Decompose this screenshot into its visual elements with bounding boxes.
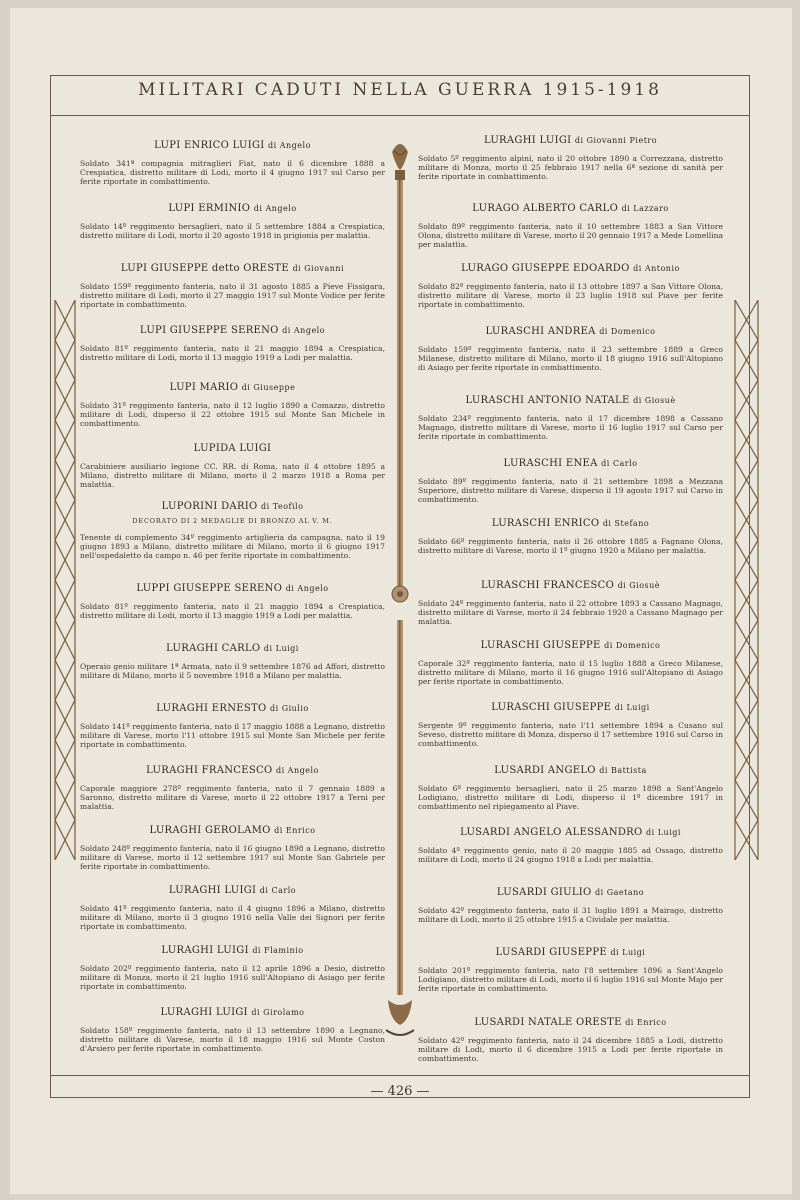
page-number: — 426 — bbox=[370, 1084, 430, 1099]
list-item bbox=[418, 458, 723, 504]
list-item bbox=[80, 643, 385, 680]
list-item bbox=[418, 580, 723, 626]
entry-surname: LUSARDI NATALE ORESTE bbox=[474, 1017, 622, 1028]
list-item bbox=[80, 825, 385, 871]
entry-text: Soldato 159º reggimento fanteria, nato il 23 settembre 1889 a Greco Milanese, distretto militare di Milano, morto il 18 giugno 1916 sull'Altopiano di Asiago per ferite riportate in combattimento. bbox=[418, 345, 723, 372]
entry-text: Caporale maggiore 278º reggimento fanteria, nato il 7 gennaio 1889 a Saronno, distretto militare di Varese, morto il 22 ottobre 1917 a Terni per malattia. bbox=[80, 784, 385, 811]
entry-text: Soldato 81º reggimento fanteria, nato il 21 maggio 1894 a Crespiatica, distretto militare di Lodi, morto il 13 maggio 1919 a Lodi per malattia. bbox=[80, 344, 385, 362]
entry-parent: di Carlo bbox=[259, 886, 297, 895]
list-item bbox=[418, 702, 723, 748]
list-item bbox=[80, 583, 385, 620]
entry-parent: di Flaminio bbox=[252, 946, 304, 955]
entry-name bbox=[80, 703, 385, 714]
entry-name bbox=[80, 325, 385, 336]
entry-text: Soldato 159º reggimento fanteria, nato il 31 agosto 1885 a Pieve Fissigara, distretto militare di Lodi, morto il 27 maggio 1917 sul Monte Vodice per ferite riportate in combattimento. bbox=[80, 282, 385, 309]
entry-parent: di Enrico bbox=[274, 826, 316, 835]
entry-text: Soldato 31º reggimento fanteria, nato il 12 luglio 1890 a Comazzo, distretto militare di Lodi, disperso il 22 ottobre 1915 sul Monte San Michele in combattimento. bbox=[80, 401, 385, 428]
entry-name bbox=[418, 887, 723, 898]
entry-text: Soldato 66º reggimento fanteria, nato il 26 ottobre 1885 a Fagnano Olona, distretto militare di Varese, morto il 1º giugno 1920 a Milano per malattia. bbox=[418, 537, 723, 555]
entry-parent: di Angelo bbox=[253, 204, 297, 213]
entry-parent: di Antonio bbox=[633, 264, 680, 273]
entry-parent: di Giovanni Pietro bbox=[574, 136, 658, 145]
entry-name bbox=[418, 518, 723, 529]
entry-text: Soldato 202º reggimento fanteria, nato il 12 aprile 1896 a Desio, distretto militare di Monza, morto il 21 luglio 1916 sull'Altopiano di Asiago per ferite riportate in combattimento. bbox=[80, 964, 385, 991]
list-item bbox=[418, 947, 723, 993]
entry-text: Soldato 89º reggimento fanteria, nato il 21 settembre 1898 a Mezzana Superiore, distretto militare di Varese, disperso il 19 agosto 1917 sul Carso in combattimento. bbox=[418, 477, 723, 504]
entry-surname: LUSARDI ANGELO bbox=[494, 765, 596, 776]
entry-text: Soldato 5º reggimento alpini, nato il 20 ottobre 1890 a Correzzana, distretto militare di Monza, morto il 25 febbraio 1917 nella 6ª sezione di sanità per ferite riportate in combattimento. bbox=[418, 154, 723, 181]
entry-decoration: DECORATO DI 2 MEDAGLIE DI BRONZO AL V. M. bbox=[132, 517, 333, 525]
entry-parent: di Enrico bbox=[625, 1018, 667, 1027]
list-item bbox=[80, 325, 385, 362]
entry-name bbox=[80, 765, 385, 776]
entry-name bbox=[418, 326, 723, 337]
entry-text: Soldato 248º reggimento fanteria, nato il 16 giugno 1898 a Legnano, distretto militare di Varese, morto il 12 settembre 1917 sul Monte San Gabriele per ferite riportate in combattimento. bbox=[80, 844, 385, 871]
entry-surname: LURAGHI LUIGI bbox=[168, 885, 257, 896]
entry-parent: di Giovanni bbox=[292, 264, 345, 273]
entry-text: Soldato 41º reggimento fanteria, nato il 4 giugno 1896 a Milano, distretto militare di Milano, morto il 3 giugno 1916 nella Valle dei Signori per ferite riportate in combattimento. bbox=[80, 904, 385, 931]
entry-text: Sergente 9º reggimento fanteria, nato l'11 settembre 1894 a Cusano sul Seveso, distretto militare di Monza, disperso il 17 settembre 1916 sul Carso in combattimento. bbox=[418, 721, 723, 748]
list-item bbox=[80, 885, 385, 931]
entry-text: Soldato 14º reggimento bersaglieri, nato il 5 settembre 1884 a Crespiatica, distretto militare di Lodi, morto il 20 agosto 1918 in prigionia per malattia. bbox=[80, 222, 385, 240]
entry-text: Soldato 82º reggimento fanteria, nato il 13 ottobre 1897 a San Vittore Olona, distretto militare di Varese, morto il 23 luglio 1918 sul Piave per ferite riportate in combattimento. bbox=[418, 282, 723, 309]
entry-name bbox=[80, 643, 385, 654]
entry-text: Soldato 341ª compagnia mitraglieri Fiat, nato il 6 dicembre 1888 a Crespiatica, distretto militare di Lodi, morto il 4 giugno 1917 sul Carso per ferite riportate in combattimento. bbox=[80, 159, 385, 186]
entry-name bbox=[418, 263, 723, 274]
entry-parent: di Gaetano bbox=[595, 888, 645, 897]
entry-surname: LUPI ERMINIO bbox=[168, 203, 251, 214]
entry-name bbox=[80, 583, 385, 594]
list-item bbox=[80, 203, 385, 240]
entry-surname: LURASCHI ANTONIO NATALE bbox=[465, 395, 630, 406]
entry-parent: di Battista bbox=[599, 766, 647, 775]
entry-parent: di Domenico bbox=[599, 327, 656, 336]
entry-surname: LUPI GIUSEPPE SERENO bbox=[139, 325, 279, 336]
entry-text: Soldato 158º reggimento fanteria, nato il 13 settembre 1890 a Legnano, distretto militare di Varese, morto il 18 maggio 1916 sul Monte Coston d'Arsiero per ferite riportate in combattimento. bbox=[80, 1026, 385, 1053]
list-item bbox=[418, 1017, 723, 1063]
entry-text: Soldato 234º reggimento fanteria, nato il 17 dicembre 1898 a Cassano Magnago, distretto militare di Varese, morto il 16 luglio 1917 sul Carso per ferite riportate in combattimento. bbox=[418, 414, 723, 441]
list-item bbox=[80, 382, 385, 428]
entry-parent: di Luigi bbox=[614, 703, 650, 712]
list-item bbox=[418, 518, 723, 555]
entry-surname: LURAGHI FRANCESCO bbox=[146, 765, 273, 776]
entry-parent: di Girolamo bbox=[251, 1008, 305, 1017]
entry-surname: LURASCHI GIUSEPPE bbox=[480, 640, 601, 651]
list-item bbox=[80, 501, 385, 560]
entry-name bbox=[80, 140, 385, 151]
list-item bbox=[80, 443, 385, 489]
entry-name bbox=[418, 827, 723, 838]
entry-surname: LUPPI GIUSEPPE SERENO bbox=[136, 583, 283, 594]
entry-text: Soldato 42º reggimento fanteria, nato il 31 luglio 1891 a Mairago, distretto militare di Lodi, morto il 25 ottobre 1915 a Cividale per malattia. bbox=[418, 906, 723, 924]
entry-surname: LURAGHI LUIGI bbox=[161, 945, 249, 956]
entry-parent: di Angelo bbox=[275, 766, 319, 775]
entry-name bbox=[80, 825, 385, 836]
entry-parent: di Giosuè bbox=[633, 396, 676, 405]
entry-surname: LURAGHI CARLO bbox=[166, 643, 261, 654]
list-item bbox=[418, 203, 723, 249]
entry-name bbox=[80, 1007, 385, 1018]
list-item bbox=[418, 765, 723, 811]
entry-text: Soldato 6º reggimento bersaglieri, nato il 25 marzo 1898 a Sant'Angelo Lodigiano, distretto militare di Lodi, disperso il 1º dicembre 1917 in combattimento nel ripiegamento al Piave. bbox=[418, 784, 723, 811]
entry-name bbox=[418, 580, 723, 591]
entry-surname: LURASCHI ENEA bbox=[503, 458, 598, 469]
entry-text: Soldato 81º reggimento fanteria, nato il 21 maggio 1894 a Crespiatica, distretto militare di Lodi, morto il 13 maggio 1919 a Lodi per malattia. bbox=[80, 602, 385, 620]
entry-name bbox=[80, 203, 385, 214]
entry-text: Operaio genio militare 1ª Armata, nato il 9 settembre 1876 ad Affori, distretto militare di Milano, morto il 5 novembre 1918 a Milano per malattia. bbox=[80, 662, 385, 680]
entry-parent: di Angelo bbox=[268, 141, 311, 150]
list-item bbox=[80, 140, 385, 186]
entry-parent: di Luigi bbox=[610, 948, 646, 957]
entry-text: Soldato 141º reggimento fanteria, nato il 17 maggio 1888 a Legnano, distretto militare di Varese, morto l'11 ottobre 1915 sul Monte San Michele per ferite riportate in combattimento. bbox=[80, 722, 385, 749]
entry-text: Tenente di complemento 34º reggimento artiglieria da campagna, nato il 19 giugno 1893 a Milano, distretto militare di Milano, morto il 6 giugno 1917 nell'ospedaletto da campo n. 46 per ferite riportate in combattimento. bbox=[80, 533, 385, 560]
entry-parent: di Teofilo bbox=[261, 502, 304, 511]
entry-text: Soldato 42º reggimento fanteria, nato il 24 dicembre 1885 a Lodi, distretto militare di Lodi, morto il 6 dicembre 1915 a Lodi per ferite riportate in combattimento. bbox=[418, 1036, 723, 1063]
entry-surname: LURASCHI FRANCESCO bbox=[480, 580, 615, 591]
entry-surname: LURAGHI LUIGI bbox=[483, 135, 572, 146]
list-item bbox=[80, 945, 385, 991]
footer-rule bbox=[50, 1075, 750, 1076]
entry-name bbox=[418, 640, 723, 651]
entry-surname: LURAGHI ERNESTO bbox=[156, 703, 267, 714]
entry-surname: LUPI MARIO bbox=[169, 382, 239, 393]
entry-parent: di Giuseppe bbox=[241, 383, 296, 392]
list-item bbox=[418, 326, 723, 372]
list-item bbox=[80, 765, 385, 811]
entry-surname: LURAGO ALBERTO CARLO bbox=[472, 203, 619, 214]
entry-parent: di Luigi bbox=[646, 828, 681, 837]
entry-name bbox=[418, 458, 723, 469]
entry-text: Soldato 201º reggimento fanteria, nato l'8 settembre 1896 a Sant'Angelo Lodigiano, distretto militare di Lodi, morto il 6 luglio 1916 sul Monte Majo per ferite riportate in combattimento. bbox=[418, 966, 723, 993]
entry-surname: LURAGO GIUSEPPE EDOARDO bbox=[461, 263, 630, 274]
entry-name bbox=[80, 382, 385, 393]
entry-name bbox=[418, 765, 723, 776]
entry-surname: LURASCHI GIUSEPPE bbox=[491, 702, 612, 713]
list-item bbox=[418, 827, 723, 864]
entry-parent: di Giosuè bbox=[617, 581, 661, 590]
entry-surname: LUPI GIUSEPPE detto ORESTE bbox=[120, 263, 289, 274]
entry-surname: LUPORINI DARIO bbox=[161, 501, 258, 512]
entry-surname: LURAGHI GEROLAMO bbox=[149, 825, 271, 836]
entry-text: Caporale 32º reggimento fanteria, nato il 15 luglio 1888 a Greco Milanese, distretto militare di Milano, morto il 16 giugno 1916 sull'Altopiano di Asiago per ferite riportate in combattimento. bbox=[418, 659, 723, 686]
list-item bbox=[80, 263, 385, 309]
entry-surname: LURASCHI ENRICO bbox=[491, 518, 600, 529]
page-title: MILITARI CADUTI NELLA GUERRA 1915-1918 bbox=[138, 80, 662, 100]
entry-parent: di Angelo bbox=[282, 326, 326, 335]
entry-surname: LUSARDI GIULIO bbox=[496, 887, 592, 898]
entry-surname: LUSARDI ANGELO ALESSANDRO bbox=[460, 827, 643, 838]
entry-text: Soldato 89º reggimento fanteria, nato il 10 settembre 1883 a San Vittore Olona, distretto militare di Varese, morto il 20 gennaio 1917 a Mede Lomellina per malattia. bbox=[418, 222, 723, 249]
entry-name bbox=[80, 945, 385, 956]
list-item bbox=[418, 395, 723, 441]
entry-name bbox=[418, 1017, 723, 1028]
entry-surname: LUPIDA LUIGI bbox=[193, 443, 272, 454]
entry-surname: LUPI ENRICO LUIGI bbox=[154, 140, 265, 151]
list-item bbox=[418, 135, 723, 181]
entry-name bbox=[418, 702, 723, 713]
entry-parent: di Luigi bbox=[263, 644, 299, 653]
entry-parent: di Lazzaro bbox=[621, 204, 669, 213]
entry-surname: LUSARDI GIUSEPPE bbox=[495, 947, 607, 958]
entry-name bbox=[80, 263, 385, 274]
entry-text: Soldato 24º reggimento fanteria, nato il 22 ottobre 1893 a Cassano Magnago, distretto militare di Varese, morto il 24 febbraio 1920 a Cassano Magnago per malattia. bbox=[418, 599, 723, 626]
entry-name bbox=[418, 135, 723, 146]
entry-parent: di Giulio bbox=[269, 704, 309, 713]
entry-parent: di Angelo bbox=[285, 584, 329, 593]
header-rule bbox=[50, 115, 750, 116]
entry-name bbox=[80, 885, 385, 896]
entry-name bbox=[418, 203, 723, 214]
entry-name bbox=[418, 947, 723, 958]
entry-name bbox=[418, 395, 723, 406]
list-item bbox=[418, 640, 723, 686]
rosette-ornament bbox=[391, 585, 409, 603]
list-item bbox=[418, 263, 723, 309]
entry-parent: di Carlo bbox=[601, 459, 638, 468]
list-item bbox=[418, 887, 723, 924]
entry-parent: di Stefano bbox=[602, 519, 650, 528]
list-item bbox=[80, 1007, 385, 1053]
entry-name bbox=[80, 443, 385, 454]
entry-surname: LURASCHI ANDREA bbox=[485, 326, 596, 337]
entry-surname: LURAGHI LUIGI bbox=[160, 1007, 248, 1018]
entry-parent: di Domenico bbox=[604, 641, 661, 650]
right-lattice-ornament bbox=[720, 300, 775, 860]
entry-name bbox=[80, 501, 385, 512]
entry-text: Carabiniere ausiliario legione CC. RR. di Roma, nato il 4 ottobre 1895 a Milano, distretto militare di Milano, morto il 2 marzo 1918 a Roma per malattia. bbox=[80, 462, 385, 489]
entry-text: Soldato 4º reggimento genio, nato il 20 maggio 1885 ad Ossago, distretto militare di Lodi, morto il 24 giugno 1918 a Lodi per malattia. bbox=[418, 846, 723, 864]
list-item bbox=[80, 703, 385, 749]
